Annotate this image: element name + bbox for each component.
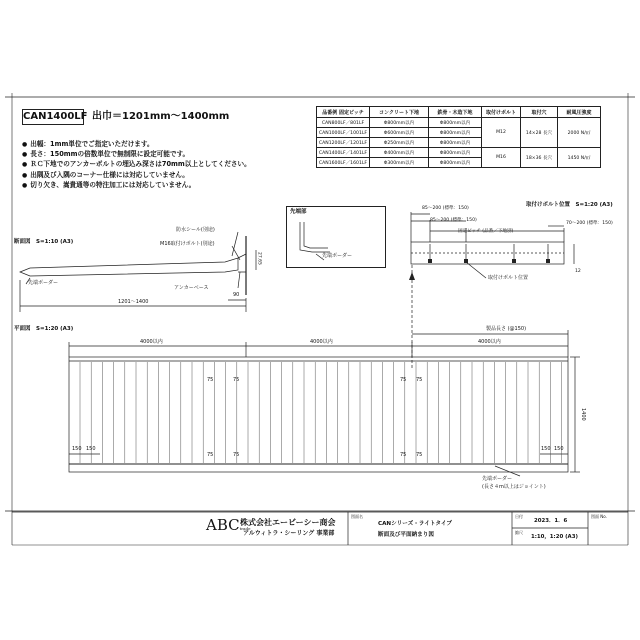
dim-75: 75	[416, 377, 423, 383]
table-cell: 1450 N/㎡	[558, 148, 601, 168]
table-cell: Φ300mm以内	[370, 158, 429, 168]
note-item: ● 長さ：150mmの倍数単位で無制限に設定可能です。	[22, 149, 251, 159]
span-2: 4000以内	[310, 339, 333, 345]
table-cell: Φ800mm以内	[429, 148, 482, 158]
drawing-name-label: 図面名	[351, 514, 363, 519]
bolt-pitch: 固定ピッチ (品番／下地別)	[458, 229, 514, 234]
table-cell: CAN1400LF／1401LF	[317, 148, 370, 158]
note-item: ● ＲＣ下地でのアンカーボルトの埋込み深さは70mm以上としてください。	[22, 159, 251, 169]
company-name: 株式会社エービーシー商会	[240, 518, 336, 527]
width-range: 出巾＝1201mm～1400mm	[92, 111, 230, 122]
dim-75: 75	[233, 377, 240, 383]
dim-150: 150	[86, 446, 96, 452]
bolt-position-title: 取付けボルト位置 S=1:20 (A3)	[526, 202, 613, 208]
dim-height: 27.65	[256, 252, 262, 265]
note-item: ● 切り欠き、嵩貴通等の特注加工には対応していません。	[22, 180, 251, 190]
table-cell: CAN1000LF／1001LF	[317, 128, 370, 138]
date-value: 2023．1．6	[534, 518, 568, 524]
header-cell: 耐風圧強度	[558, 107, 601, 118]
span-1: 4000以内	[140, 339, 163, 345]
note-item: ● 出幅：1mm単位でご指定いただけます。	[22, 139, 251, 149]
bolt-dim-3: 70～200 (標準：150)	[566, 221, 613, 226]
dim-75: 75	[207, 452, 214, 458]
table-cell: Φ800mm以内	[429, 158, 482, 168]
table-cell: CAN1200LF／1201LF	[317, 138, 370, 148]
dim-75: 75	[207, 377, 214, 383]
table-cell: 18×36 長穴	[521, 148, 558, 168]
table-cell: Φ800mm以内	[429, 138, 482, 148]
dim-75: 75	[416, 452, 423, 458]
date-label: 日付	[515, 514, 523, 519]
dim-75: 75	[233, 452, 240, 458]
dim-1400: 1400	[580, 408, 586, 421]
logo-sub: trade	[239, 526, 251, 531]
scale-label: 縮尺	[515, 530, 523, 535]
dim-150: 150	[554, 446, 564, 452]
dim-90: 90	[233, 292, 240, 298]
label-seal: 防水シール(別途)	[176, 227, 215, 233]
dim-150: 150	[541, 446, 551, 452]
table-cell: CAN800LF／801LF	[317, 118, 370, 128]
detail-label: 先端ボーダー	[322, 253, 353, 259]
bolt-dim-1: 85～200 (標準：150)	[422, 206, 469, 211]
header-cell: 取付けボルト	[482, 107, 521, 118]
drawing-name-1: CANシリーズ・ライトタイプ	[378, 521, 452, 527]
note-item: ● 出隅及び入隅のコーナー仕様には対応していません。	[22, 170, 251, 180]
drawing-no-label: 図面 No.	[591, 514, 607, 519]
dim-150: 150	[72, 446, 82, 452]
bolt-dim-12: 12	[575, 269, 581, 274]
span-3: 4000以内	[478, 339, 501, 345]
header-cell: 鉄骨・木造下地	[429, 107, 482, 118]
table-cell: 14×28 長穴	[521, 118, 558, 148]
scale-value: 1:10，1:20 (A3)	[531, 534, 578, 540]
bolt-dim-2: 85～200 (標準：150)	[430, 218, 477, 223]
dim-75: 75	[400, 452, 407, 458]
section-title: 断面図 S=1:10 (A3)	[14, 239, 74, 245]
label-anchor: アンカーベース	[174, 285, 209, 291]
company-division: アルウィトラ・シーリング 事業部	[243, 530, 335, 537]
model-title: CAN1400LF	[23, 111, 88, 122]
tip-border-note: (長さ４m以上はジョイント)	[482, 484, 546, 490]
table-cell: M12	[482, 118, 521, 148]
table-cell: Φ250mm以内	[370, 138, 429, 148]
bolt-label: 取付けボルト位置	[488, 275, 529, 281]
table-cell: Φ400mm以内	[370, 148, 429, 158]
table-cell: M16	[482, 148, 521, 168]
header-cell: 取付穴	[521, 107, 558, 118]
table-cell: Φ800mm以内	[370, 118, 429, 128]
plan-title: 平面図 S=1:20 (A3)	[14, 326, 74, 332]
tip-border-label: 先端ボーダー	[482, 476, 513, 482]
header-cell: コンクリート下地	[370, 107, 429, 118]
detail-title: 先端部	[290, 209, 307, 215]
table-cell: Φ800mm以内	[429, 128, 482, 138]
label-border: 先端ボーダー	[28, 280, 59, 286]
drawing-name-2: 断面及び平面納まり図	[378, 532, 434, 538]
table-cell: Φ600mm以内	[370, 128, 429, 138]
table-cell: CAN1600LF／1601LF	[317, 158, 370, 168]
logo-text: ABC	[206, 516, 240, 534]
dim-width: 1201～1400	[118, 299, 149, 305]
dim-75: 75	[400, 377, 407, 383]
label-bolt: M16取付けボルト(別途)	[160, 241, 215, 247]
table-cell: Φ800mm以内	[429, 118, 482, 128]
table-cell: 2000 N/㎡	[558, 118, 601, 148]
header-cell: 品番例 固定ピッチ	[317, 107, 370, 118]
product-length: 製品長さ (@150)	[486, 326, 527, 332]
